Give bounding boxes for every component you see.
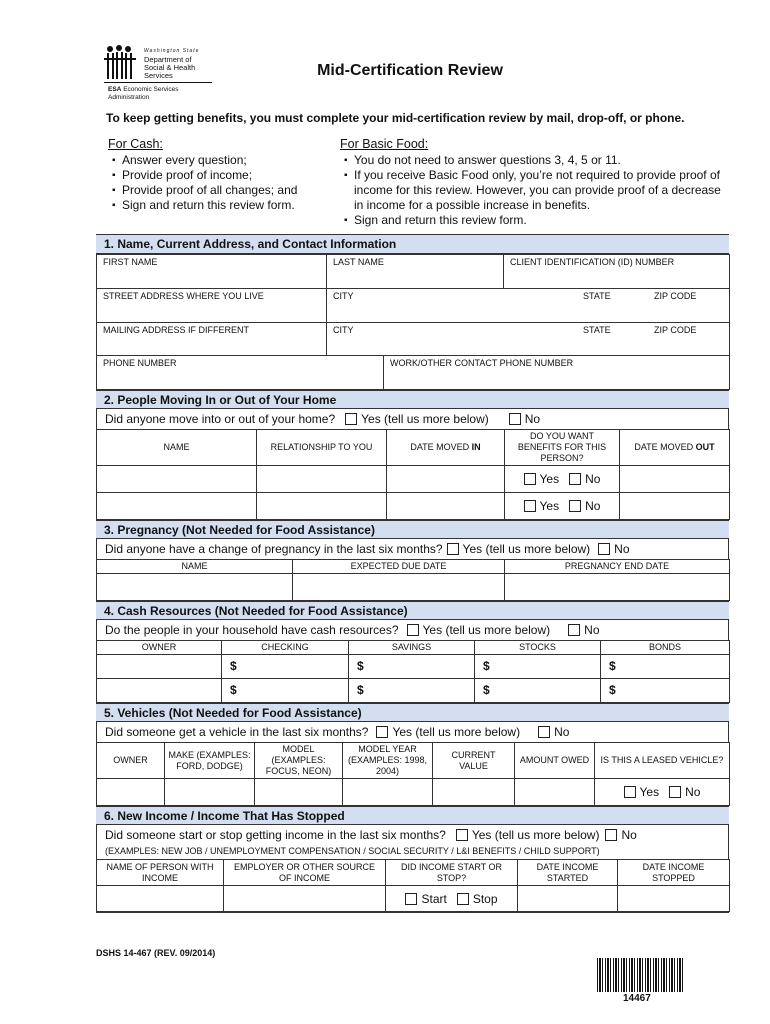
- zip-label: ZIP CODE: [654, 291, 697, 301]
- food-item: ▪ Sign and return this review form.: [340, 213, 730, 228]
- owner-cell[interactable]: [97, 679, 222, 703]
- client-id-field[interactable]: CLIENT IDENTIFICATION (ID) NUMBER: [504, 255, 730, 289]
- mailing-address-field[interactable]: MAILING ADDRESS IF DIFFERENT: [97, 323, 327, 356]
- logo-state: Washington State: [144, 48, 200, 54]
- review-form: [96, 234, 729, 913]
- cash-instructions: [108, 137, 328, 213]
- benefits-no-checkbox[interactable]: [569, 500, 581, 512]
- col-date-started: DATE INCOME STARTED: [518, 860, 618, 886]
- last-name-field[interactable]: LAST NAME: [327, 255, 504, 289]
- food-item: ▪ If you receive Basic Food only, you’re not required to provide proof of income for this review. However, you can provide proof of a decrease in income for a possible increase in benefits.: [340, 168, 730, 213]
- cash-item: ▪ Provide proof of income;: [108, 168, 328, 183]
- col-bonds: BONDS: [601, 641, 730, 655]
- mover-name-cell[interactable]: [97, 493, 257, 520]
- mover-date-in-cell[interactable]: [387, 466, 505, 493]
- col-start-stop: DID INCOME START OR STOP?: [386, 860, 518, 886]
- income-examples: (EXAMPLES: NEW JOB / UNEMPLOYMENT COMPENSATION / SOCIAL SECURITY / L&I BENEFITS / CHILD SUPPORT): [96, 845, 729, 859]
- col-person: NAME OF PERSON WITH INCOME: [97, 860, 224, 886]
- section-3-question: Did anyone have a change of pregnancy in the last six months? Yes (tell us more below) No: [96, 539, 729, 559]
- leased-no-checkbox[interactable]: [669, 786, 681, 798]
- section-2-table: [96, 429, 730, 520]
- col-make: MAKE (EXAMPLES: FORD, DODGE): [165, 743, 255, 779]
- vehicle-owed-cell[interactable]: [515, 779, 595, 806]
- stocks-cell[interactable]: $: [475, 655, 601, 679]
- income-started-cell[interactable]: [518, 886, 618, 912]
- section-5-table: [96, 742, 730, 806]
- col-date-stopped: DATE INCOME STOPPED: [618, 860, 730, 886]
- section-4-header: 4. Cash Resources (Not Needed for Food Assistance): [96, 601, 729, 620]
- col-leased: IS THIS A LEASED VEHICLE?: [595, 743, 730, 779]
- section-6-header: 6. New Income / Income That Has Stopped: [96, 806, 729, 825]
- vehicle-owner-cell[interactable]: [97, 779, 165, 806]
- mailing-city-state-zip-field[interactable]: [327, 323, 730, 356]
- income-yes-checkbox[interactable]: [456, 829, 468, 841]
- col-employer: EMPLOYER OR OTHER SOURCE OF INCOME: [224, 860, 386, 886]
- section-2-question: Did anyone move into or out of your home? Yes (tell us more below) No: [96, 409, 729, 429]
- first-name-field[interactable]: FIRST NAME: [97, 255, 327, 289]
- intro-text: To keep getting benefits, you must complete your mid-certification review by mail, drop-off, or phone.: [106, 111, 685, 125]
- section-5-question: Did someone get a vehicle in the last six months? Yes (tell us more below) No: [96, 722, 729, 742]
- section-5-header: 5. Vehicles (Not Needed for Food Assistance): [96, 703, 729, 722]
- end-date-cell[interactable]: [505, 574, 730, 601]
- income-person-cell[interactable]: [97, 886, 224, 912]
- vehicle-make-cell[interactable]: [165, 779, 255, 806]
- mover-date-in-cell[interactable]: [387, 493, 505, 520]
- cash-item: ▪ Sign and return this review form.: [108, 198, 328, 213]
- form-id: DSHS 14-467 (REV. 09/2014): [96, 948, 216, 958]
- col-pregnancy-end: PREGNANCY END DATE: [505, 560, 730, 574]
- section-6-table: [96, 859, 730, 912]
- checking-cell[interactable]: $: [222, 655, 349, 679]
- col-name: NAME: [97, 560, 293, 574]
- col-checking: CHECKING: [222, 641, 349, 655]
- city-state-zip-field[interactable]: [327, 289, 730, 323]
- mover-name-cell[interactable]: [97, 466, 257, 493]
- benefits-no-checkbox[interactable]: [569, 473, 581, 485]
- food-item: ▪ You do not need to answer questions 3, 4, 5 or 11.: [340, 153, 730, 168]
- resources-no-checkbox[interactable]: [568, 624, 580, 636]
- section-2-header: 2. People Moving In or Out of Your Home: [96, 390, 729, 409]
- vehicle-year-cell[interactable]: [343, 779, 433, 806]
- mover-date-out-cell[interactable]: [620, 466, 730, 493]
- city-label: CITY: [333, 325, 354, 335]
- col-date-in: DATE MOVED IN: [387, 430, 505, 466]
- mover-benefits-cell: Yes No: [505, 493, 620, 520]
- col-date-out: DATE MOVED OUT: [620, 430, 730, 466]
- barcode-number: 14467: [623, 993, 651, 1004]
- section-1-table: [96, 254, 730, 390]
- city-label: CITY: [333, 291, 354, 301]
- benefits-yes-checkbox[interactable]: [524, 500, 536, 512]
- logo-rule: [104, 82, 212, 83]
- checking-cell[interactable]: $: [222, 679, 349, 703]
- section-6-question: Did someone start or stop getting income in the last six months? Yes (tell us more below) No: [96, 825, 729, 845]
- col-model-year: MODEL YEAR (EXAMPLES: 1998, 2004): [343, 743, 433, 779]
- logo-department: Department of Social & Health Services: [144, 55, 196, 80]
- section-4-question: Do the people in your household have cash resources? Yes (tell us more below) No: [96, 620, 729, 640]
- col-stocks: STOCKS: [475, 641, 601, 655]
- section-1-header: 1. Name, Current Address, and Contact Information: [96, 235, 729, 254]
- col-model: MODEL (EXAMPLES: FOCUS, NEON): [255, 743, 343, 779]
- resources-yes-checkbox[interactable]: [407, 624, 419, 636]
- food-instructions: [340, 137, 730, 228]
- start-checkbox[interactable]: [405, 893, 417, 905]
- vehicle-leased-cell: Yes No: [595, 779, 730, 806]
- vehicle-model-cell[interactable]: [255, 779, 343, 806]
- cash-heading: For Cash:: [108, 137, 163, 151]
- due-date-cell[interactable]: [293, 574, 505, 601]
- col-want-benefits: DO YOU WANT BENEFITS FOR THIS PERSON?: [505, 430, 620, 466]
- mover-date-out-cell[interactable]: [620, 493, 730, 520]
- savings-cell[interactable]: $: [349, 655, 475, 679]
- benefits-yes-checkbox[interactable]: [524, 473, 536, 485]
- section-3-header: 3. Pregnancy (Not Needed for Food Assistance): [96, 520, 729, 539]
- income-stopped-cell[interactable]: [618, 886, 730, 912]
- pregnancy-name-cell[interactable]: [97, 574, 293, 601]
- page-title: Mid-Certification Review: [317, 62, 503, 79]
- vehicle-no-checkbox[interactable]: [538, 726, 550, 738]
- cash-item: ▪ Provide proof of all changes; and: [108, 183, 328, 198]
- vehicle-yes-checkbox[interactable]: [376, 726, 388, 738]
- col-relationship: RELATIONSHIP TO YOU: [257, 430, 387, 466]
- street-address-field[interactable]: STREET ADDRESS WHERE YOU LIVE: [97, 289, 327, 323]
- col-current-value: CURRENT VALUE: [433, 743, 515, 779]
- income-no-checkbox[interactable]: [605, 829, 617, 841]
- mover-relationship-cell[interactable]: [257, 493, 387, 520]
- section-3-table: [96, 559, 730, 601]
- food-heading: For Basic Food:: [340, 137, 429, 151]
- state-label: STATE: [583, 325, 611, 335]
- zip-label: ZIP CODE: [654, 325, 697, 335]
- section-4-table: [96, 640, 730, 703]
- pregnancy-yes-checkbox[interactable]: [447, 543, 459, 555]
- pregnancy-no-checkbox[interactable]: [598, 543, 610, 555]
- mover-benefits-cell: Yes No: [505, 466, 620, 493]
- owner-cell[interactable]: [97, 655, 222, 679]
- logo-esa: ESA Economic Services Administration: [108, 86, 179, 101]
- bonds-cell[interactable]: $: [601, 679, 730, 703]
- barcode: [597, 958, 685, 992]
- col-owner: OWNER: [97, 743, 165, 779]
- phone-number-field[interactable]: PHONE NUMBER: [97, 356, 384, 390]
- leased-yes-checkbox[interactable]: [624, 786, 636, 798]
- col-owner: OWNER: [97, 641, 222, 655]
- income-source-cell[interactable]: [224, 886, 386, 912]
- vehicle-value-cell[interactable]: [433, 779, 515, 806]
- stop-checkbox[interactable]: [457, 893, 469, 905]
- col-name: NAME: [97, 430, 257, 466]
- stocks-cell[interactable]: $: [475, 679, 601, 703]
- col-savings: SAVINGS: [349, 641, 475, 655]
- savings-cell[interactable]: $: [349, 679, 475, 703]
- cash-item: ▪ Answer every question;: [108, 153, 328, 168]
- moved-no-checkbox[interactable]: [509, 413, 521, 425]
- mover-relationship-cell[interactable]: [257, 466, 387, 493]
- income-start-stop-cell: Start Stop: [386, 886, 518, 912]
- work-phone-field[interactable]: WORK/OTHER CONTACT PHONE NUMBER: [384, 356, 730, 390]
- state-label: STATE: [583, 291, 611, 301]
- bonds-cell[interactable]: $: [601, 655, 730, 679]
- col-amount-owed: AMOUNT OWED: [515, 743, 595, 779]
- moved-yes-checkbox[interactable]: [345, 413, 357, 425]
- col-due-date: EXPECTED DUE DATE: [293, 560, 505, 574]
